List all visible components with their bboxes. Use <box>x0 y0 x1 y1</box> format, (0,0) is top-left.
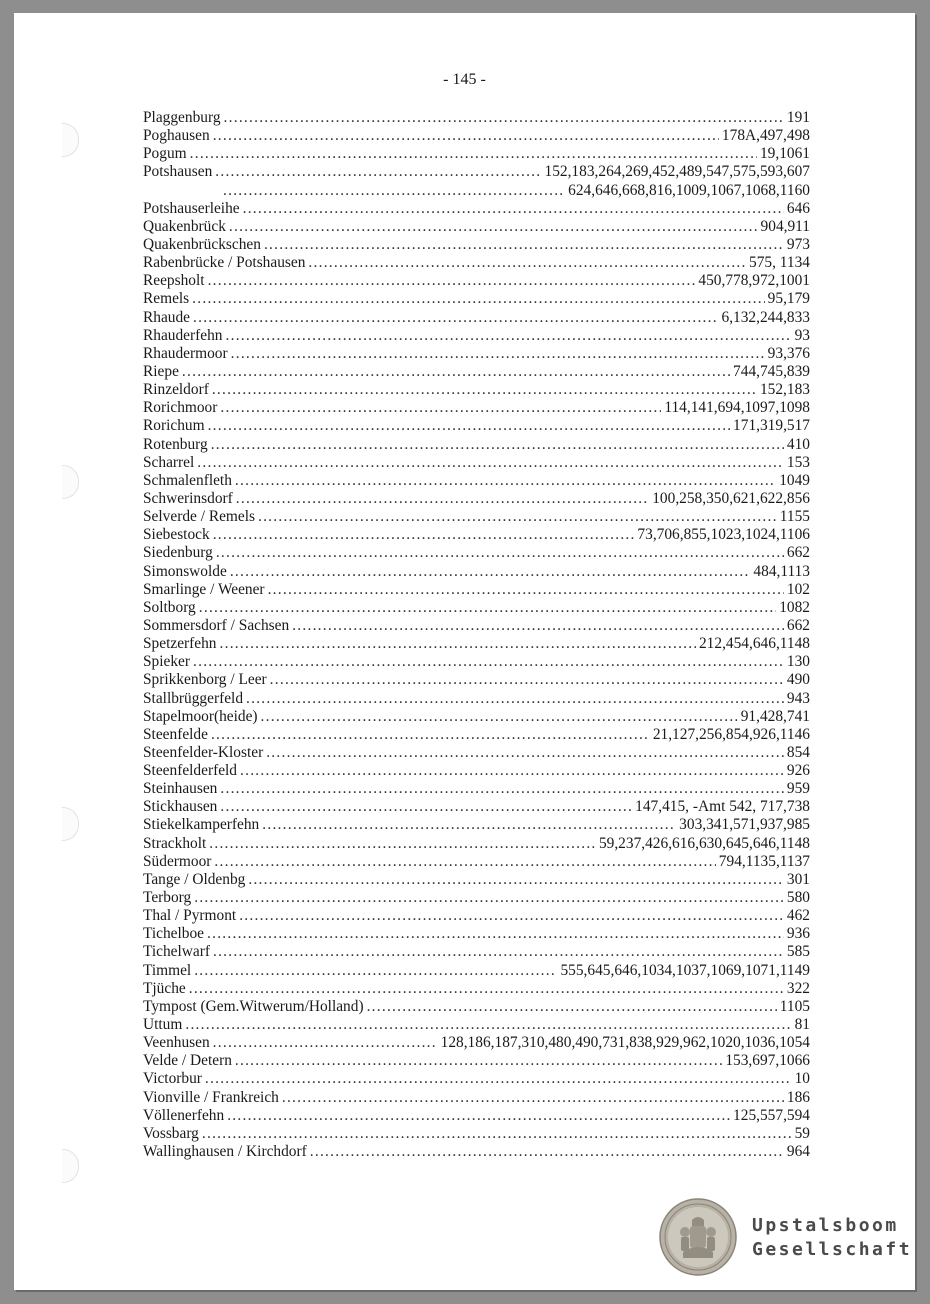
dot-leader <box>213 526 635 544</box>
dot-leader <box>243 200 784 218</box>
index-entry <box>143 363 810 381</box>
dot-leader <box>213 943 784 961</box>
index-entry <box>143 182 810 200</box>
index-entry <box>143 1089 810 1107</box>
index-entry <box>143 925 810 943</box>
entry-place-name: Wallinghausen / Kirchdorf <box>143 1143 307 1161</box>
entry-page-refs: 303,341,571,937,985 <box>679 816 810 834</box>
dot-leader <box>190 145 757 163</box>
index-entry <box>143 617 810 635</box>
dot-leader <box>264 236 784 254</box>
logo-line-1: Upstalsboom <box>752 1215 899 1236</box>
dot-leader <box>220 635 696 653</box>
dot-leader <box>194 962 557 980</box>
index-entry <box>143 1143 810 1161</box>
index-entry <box>143 1125 810 1143</box>
dot-leader <box>229 218 758 236</box>
entry-place-name: Potshausen <box>143 163 213 181</box>
entry-page-refs: 100,258,350,621,622,856 <box>652 489 810 507</box>
dot-leader <box>205 1070 792 1088</box>
index-entry <box>143 309 810 327</box>
entry-place-name: Stallbrüggerfeld <box>143 689 244 707</box>
entry-page-refs: 624,646,668,816,1009,1067,1068,1160 <box>568 181 810 199</box>
entry-page-refs: 152,183 <box>759 381 810 399</box>
entry-place-name: Tympost (Gem.Witwerum/Holland) <box>143 997 364 1015</box>
entry-place-name: Quakenbrückschen <box>143 235 261 253</box>
dot-leader <box>268 581 784 599</box>
entry-page-refs: 1049 <box>779 471 810 489</box>
index-entry <box>143 599 810 617</box>
entry-place-name: Terborg <box>143 889 192 907</box>
entry-place-name: Sommersdorf / Sachsen <box>143 616 290 634</box>
index-entry <box>143 871 810 889</box>
entry-place-name: Tichelwarf <box>143 943 210 961</box>
entry-page-refs: 102 <box>786 580 810 598</box>
index-entry <box>143 853 810 871</box>
entry-page-refs: 646 <box>786 199 810 217</box>
entry-page-refs: 662 <box>786 544 810 562</box>
entry-page-refs: 959 <box>786 780 810 798</box>
dot-leader <box>216 544 784 562</box>
entry-page-refs: 186 <box>786 1088 810 1106</box>
index-entry <box>143 290 810 308</box>
dot-leader <box>215 163 541 181</box>
index-entry <box>143 962 810 980</box>
index-entry <box>143 1107 810 1125</box>
index-entry <box>143 200 810 218</box>
index-entry <box>143 690 810 708</box>
index-entry <box>143 163 810 181</box>
entry-place-name: Reepsholt <box>143 272 205 290</box>
entry-page-refs: 125,557,594 <box>733 1106 810 1124</box>
entry-place-name: Victorbur <box>143 1070 202 1088</box>
entry-place-name: Tjüche <box>143 979 186 997</box>
dot-leader <box>224 109 784 127</box>
entry-page-refs: 926 <box>786 762 810 780</box>
entry-page-refs: 450,778,972,1001 <box>698 272 810 290</box>
punch-hole <box>62 123 79 157</box>
entry-page-refs: 936 <box>786 925 810 943</box>
index-entry <box>143 399 810 417</box>
entry-page-refs: 854 <box>786 743 810 761</box>
entry-page-refs: 212,454,646,1148 <box>698 635 810 653</box>
entry-place-name: Steenfelder-Kloster <box>143 743 264 761</box>
index-entry <box>143 417 810 435</box>
dot-leader <box>199 599 776 617</box>
index-entry <box>143 1052 810 1070</box>
dot-leader <box>266 744 784 762</box>
dot-leader <box>230 563 751 581</box>
entry-page-refs: 171,319,517 <box>733 417 810 435</box>
index-entry <box>143 454 810 472</box>
dot-leader <box>194 889 784 907</box>
index-entry <box>143 780 810 798</box>
entry-page-refs: 59,237,426,616,630,645,646,1148 <box>598 834 810 852</box>
dot-leader <box>248 871 784 889</box>
dot-leader <box>236 490 649 508</box>
entry-page-refs: 580 <box>786 889 810 907</box>
dot-leader <box>223 182 565 200</box>
dot-leader <box>226 327 792 345</box>
dot-leader <box>246 690 784 708</box>
entry-page-refs: 128,186,187,310,480,490,731,838,929,962,1020,1036,1054 <box>440 1034 810 1052</box>
entry-page-refs: 19,1061 <box>759 145 810 163</box>
index-entry <box>143 1016 810 1034</box>
entry-place-name: Rhaudermoor <box>143 344 228 362</box>
entry-page-refs: 153,697,1066 <box>725 1052 810 1070</box>
dot-leader <box>185 1016 791 1034</box>
entry-place-name: Potshauserleihe <box>143 199 240 217</box>
dot-leader <box>240 762 784 780</box>
entry-page-refs: 93 <box>794 326 810 344</box>
entry-place-name: Schmalenfleth <box>143 471 232 489</box>
entry-place-name: Remels <box>143 290 190 308</box>
index-entry <box>143 726 810 744</box>
entry-place-name: Smarlinge / Weener <box>143 580 265 598</box>
index-entry <box>143 635 810 653</box>
entry-page-refs: 484,1113 <box>753 562 810 580</box>
dot-leader <box>214 853 715 871</box>
entry-page-refs: 73,706,855,1023,1024,1106 <box>637 526 810 544</box>
entry-place-name: Pogum <box>143 145 187 163</box>
dot-leader <box>235 472 776 490</box>
entry-page-refs: 1155 <box>779 508 810 526</box>
entry-place-name: Südermoor <box>143 852 212 870</box>
document-page <box>14 13 915 1290</box>
dot-leader <box>211 726 650 744</box>
entry-page-refs: 152,183,264,269,452,489,547,575,593,607 <box>544 163 810 181</box>
entry-place-name: Scharrel <box>143 453 195 471</box>
entry-place-name: Tange / Oldenbg <box>143 870 246 888</box>
index-entry <box>143 254 810 272</box>
entry-page-refs: 462 <box>786 907 810 925</box>
entry-page-refs: 21,127,256,854,926,1146 <box>652 725 810 743</box>
punch-hole <box>62 1149 79 1183</box>
entry-page-refs: 943 <box>786 689 810 707</box>
entry-page-refs: 59 <box>794 1124 810 1142</box>
index-entry <box>143 563 810 581</box>
dot-leader <box>220 780 784 798</box>
entry-page-refs: 904,911 <box>760 217 810 235</box>
entry-page-refs: 191 <box>786 109 810 126</box>
index-entry <box>143 109 810 127</box>
index-list <box>143 109 810 1161</box>
entry-page-refs: 114,141,694,1097,1098 <box>664 399 810 417</box>
page-number: - 145 - <box>443 71 486 88</box>
logo-line-2: Gesellschaft <box>752 1239 913 1260</box>
index-entry <box>143 345 810 363</box>
index-entry <box>143 816 810 834</box>
dot-leader <box>193 309 718 327</box>
index-entry <box>143 472 810 490</box>
dot-leader <box>209 835 596 853</box>
dot-leader <box>212 381 757 399</box>
entry-page-refs: 490 <box>786 671 810 689</box>
entry-page-refs: 95,179 <box>767 290 810 308</box>
entry-page-refs: 178A,497,498 <box>721 127 810 145</box>
entry-page-refs: 1105 <box>779 997 810 1015</box>
entry-place-name: Stiekelkamperfehn <box>143 816 260 834</box>
dot-leader <box>202 1125 792 1143</box>
seal-icon <box>659 1198 737 1276</box>
dot-leader <box>262 816 676 834</box>
index-entry <box>143 835 810 853</box>
dot-leader <box>282 1089 784 1107</box>
dot-leader <box>258 508 777 526</box>
entry-page-refs: 10 <box>794 1070 810 1088</box>
dot-leader <box>227 1107 730 1125</box>
dot-leader <box>235 1052 722 1070</box>
index-entry <box>143 653 810 671</box>
dot-leader <box>239 907 784 925</box>
dot-leader <box>193 653 784 671</box>
index-entry <box>143 889 810 907</box>
index-entry <box>143 708 810 726</box>
index-entry <box>143 381 810 399</box>
punch-hole <box>62 807 79 841</box>
dot-leader <box>208 417 730 435</box>
entry-place-name: Timmel <box>143 961 192 979</box>
entry-page-refs: 555,645,646,1034,1037,1069,1071,1149 <box>560 961 810 979</box>
entry-place-name: Poghausen <box>143 127 210 145</box>
index-entry <box>143 145 810 163</box>
entry-page-refs: 6,132,244,833 <box>721 308 810 326</box>
entry-page-refs: 794,1135,1137 <box>718 852 810 870</box>
index-entry <box>143 327 810 345</box>
dot-leader <box>208 272 696 290</box>
dot-leader <box>207 925 784 943</box>
entry-page-refs: 964 <box>786 1143 810 1161</box>
entry-page-refs: 130 <box>786 653 810 671</box>
entry-place-name: Veenhusen <box>143 1034 210 1052</box>
dot-leader <box>292 617 784 635</box>
entry-page-refs: 322 <box>786 979 810 997</box>
index-entry <box>143 436 810 454</box>
logo-text <box>752 1214 912 1262</box>
entry-page-refs: 1082 <box>779 598 810 616</box>
index-entry <box>143 272 810 290</box>
index-entry <box>143 236 810 254</box>
entry-place-name: Uttum <box>143 1016 183 1034</box>
entry-place-name: Rhaude <box>143 308 191 326</box>
entry-place-name: Selverde / Remels <box>143 508 255 526</box>
dot-leader <box>367 998 777 1016</box>
index-entry <box>143 581 810 599</box>
index-entry <box>143 508 810 526</box>
entry-page-refs: 410 <box>786 435 810 453</box>
entry-place-name: Rinzeldorf <box>143 381 209 399</box>
dot-leader <box>308 254 746 272</box>
index-entry <box>143 490 810 508</box>
entry-page-refs: 153 <box>786 453 810 471</box>
entry-place-name: Siebestock <box>143 526 210 544</box>
entry-page-refs: 662 <box>786 616 810 634</box>
dot-leader <box>182 363 730 381</box>
index-entry <box>143 1070 810 1088</box>
dot-leader <box>192 290 765 308</box>
entry-place-name: Rabenbrücke / Potshausen <box>143 254 306 272</box>
index-entry <box>143 744 810 762</box>
index-entry <box>143 943 810 961</box>
entry-place-name: Velde / Detern <box>143 1052 232 1070</box>
entry-place-name: Steenfelde <box>143 725 208 743</box>
entry-place-name: Steinhausen <box>143 780 218 798</box>
entry-page-refs: 301 <box>786 870 810 888</box>
index-entry <box>143 998 810 1016</box>
dot-leader <box>261 708 738 726</box>
entry-place-name: Simonswolde <box>143 562 227 580</box>
entry-place-name: Siedenburg <box>143 544 213 562</box>
entry-place-name: Rorichmoor <box>143 399 218 417</box>
index-entry <box>143 526 810 544</box>
dot-leader <box>197 454 784 472</box>
dot-leader <box>220 399 661 417</box>
entry-place-name: Strackholt <box>143 834 207 852</box>
entry-place-name: Völlenerfehn <box>143 1106 225 1124</box>
entry-place-name: Thal / Pyrmont <box>143 907 237 925</box>
index-entry <box>143 127 810 145</box>
dot-leader <box>189 980 784 998</box>
entry-place-name: Spieker <box>143 653 191 671</box>
entry-page-refs: 585 <box>786 943 810 961</box>
entry-page-refs: 93,376 <box>767 344 810 362</box>
entry-place-name: Steenfelderfeld <box>143 762 238 780</box>
entry-place-name: Riepe <box>143 362 179 380</box>
entry-page-refs: 973 <box>786 235 810 253</box>
entry-page-refs: 575, 1134 <box>749 254 810 272</box>
dot-leader <box>211 436 784 454</box>
index-entry <box>143 980 810 998</box>
entry-page-refs: 744,745,839 <box>733 362 810 380</box>
index-entry <box>143 907 810 925</box>
entry-place-name: Stickhausen <box>143 798 218 816</box>
entry-place-name: Vossbarg <box>143 1124 199 1142</box>
dot-leader <box>213 127 719 145</box>
publisher-logo <box>659 1198 913 1280</box>
dot-leader <box>231 345 765 363</box>
index-entry <box>143 798 810 816</box>
entry-place-name: Rotenburg <box>143 435 208 453</box>
index-entry <box>143 762 810 780</box>
entry-place-name: Spetzerfehn <box>143 635 217 653</box>
entry-page-refs: 147,415, -Amt 542, 717,738 <box>635 798 810 816</box>
index-entry <box>143 218 810 236</box>
punch-hole <box>62 465 79 499</box>
entry-place-name: Soltborg <box>143 598 196 616</box>
dot-leader <box>220 798 632 816</box>
entry-place-name: Sprikkenborg / Leer <box>143 671 267 689</box>
entry-place-name: Plaggenburg <box>143 109 221 126</box>
entry-place-name: Tichelboe <box>143 925 204 943</box>
dot-leader <box>310 1143 784 1161</box>
dot-leader <box>213 1034 438 1052</box>
entry-page-refs: 81 <box>794 1016 810 1034</box>
index-entry <box>143 671 810 689</box>
entry-place-name: Stapelmoor(heide) <box>143 707 258 725</box>
entry-place-name: Rorichum <box>143 417 205 435</box>
entry-place-name: Schwerinsdorf <box>143 489 233 507</box>
entry-place-name: Rhauderfehn <box>143 326 223 344</box>
dot-leader <box>270 671 784 689</box>
index-entry <box>143 1034 810 1052</box>
entry-place-name: Quakenbrück <box>143 217 226 235</box>
entry-place-name: Vionville / Frankreich <box>143 1088 279 1106</box>
index-entry <box>143 544 810 562</box>
entry-page-refs: 91,428,741 <box>740 707 810 725</box>
